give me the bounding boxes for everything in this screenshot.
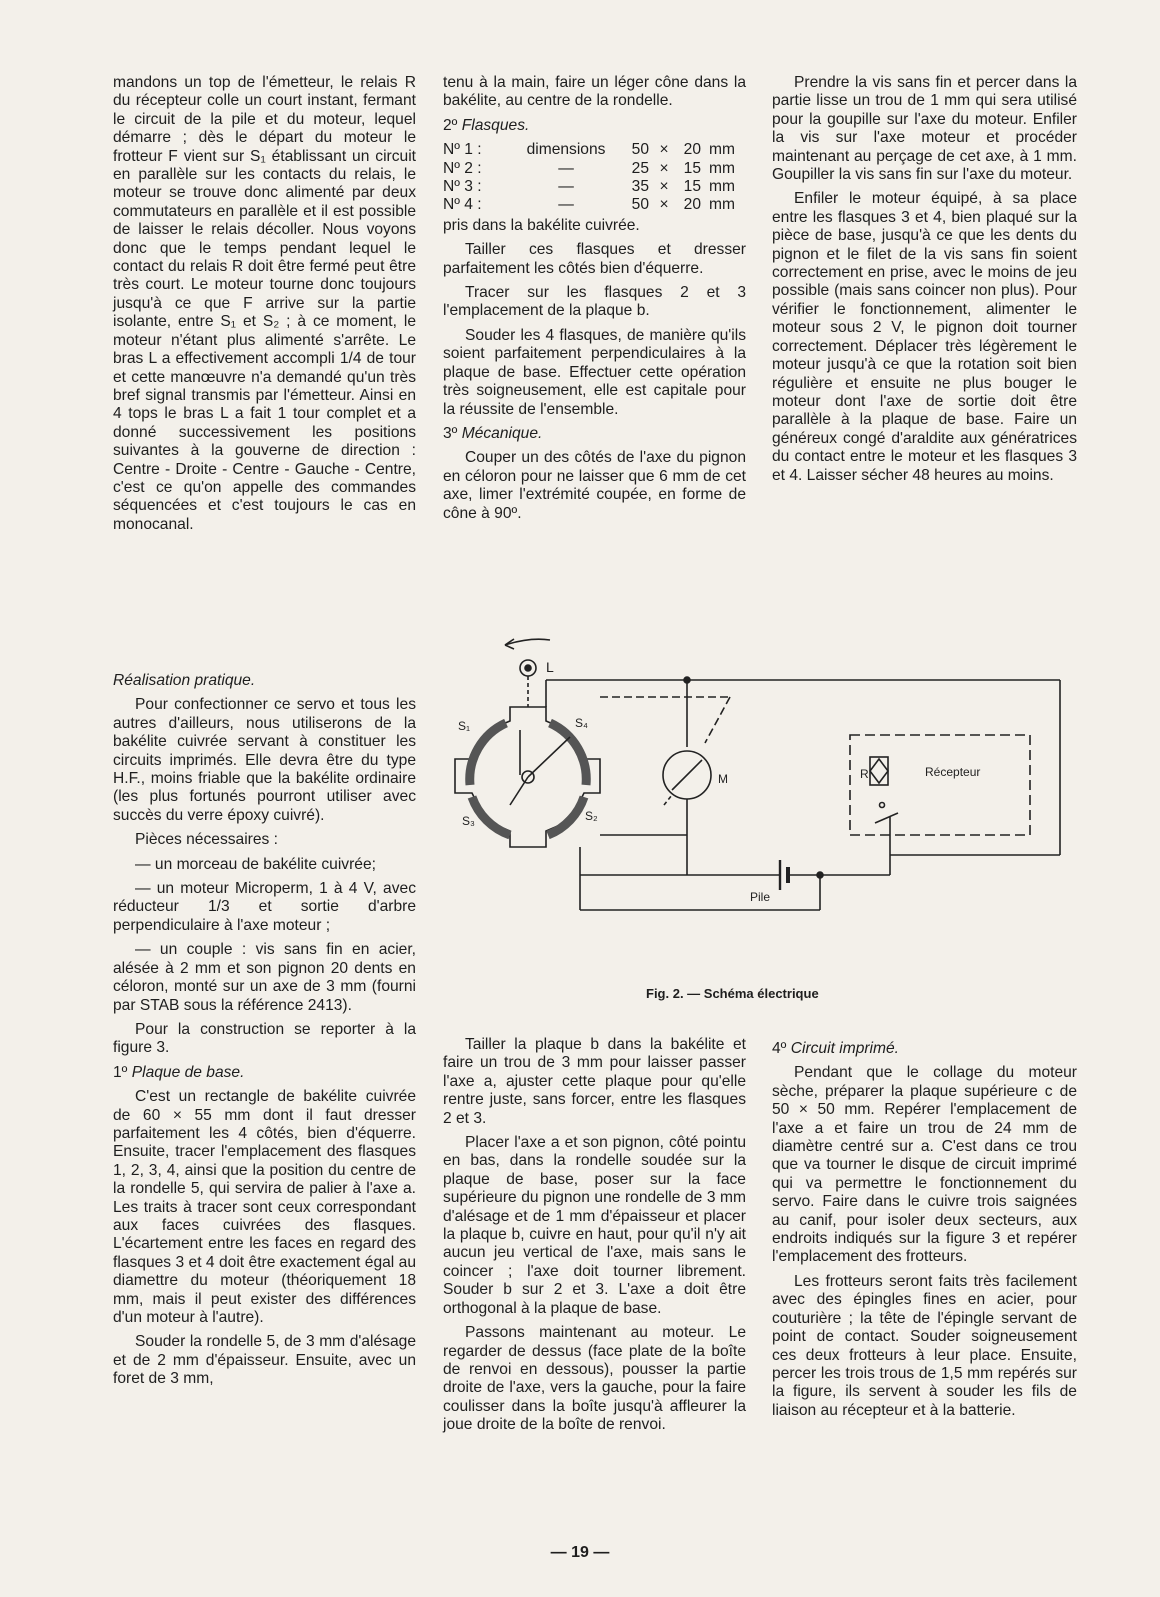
segment-S3 — [472, 797, 510, 835]
flasque-b: 15 — [683, 159, 701, 177]
heading-text: Mécanique. — [461, 424, 543, 442]
paragraph: C'est un rectangle de bakélite cuivrée de 60 × 55 mm dont il faut dresser parfaitement les 4 côtés, bien d'équerre. Ensuite, tracer l'emplacement des flasques 1, 2, 3, 4, ainsi que la position du centre de la rondelle 5, qui servira de palier à l'axe a. Les traits à tracer sont ceux correspondant aux faces cuivrées des flasques. L'écartement entre les faces en regard des flasques 3 et 4 doit être exactement égal au diamettre du moteur (théoriquement 18 mm, mais il peut exister des différences d'un moteur à l'autre). — [113, 1088, 416, 1326]
segment-S2 — [548, 797, 584, 835]
paragraph: Souder les 4 flasques, de manière qu'ils soient parfaitement perpendiculaires à la plaque de base. Effectuer cette opération très soigneusement, elle est capitale pour la réussite de l'ensemble. — [443, 326, 746, 418]
relay-coil — [870, 757, 888, 785]
paragraph: Placer l'axe a et son pignon, côté pointu en bas, dans la rondelle soudée sur la plaque de base, poser sur la face supérieure du pignon une rondelle de 3 mm d'alésage et de 1 mm d'épaisseur et placer la plaque b, cuivre en haut, pour qu'il n'y ait aucun jeu vertical de l'axe, mais sans le coincer ; l'axe doit tourner librement. Souder b sur 2 et 3. L'axe a doit être orthogonal à la plaque de base. — [443, 1134, 746, 1317]
label-recepteur: Récepteur — [925, 765, 981, 779]
paragraph: mandons un top de l'émetteur, le relais R du récepteur colle un court instant, fermant le circuit de la pile et du moteur, lequel démarre ; dès le départ du moteur le frotteur F vient sur S₁ établissant un circuit en parallèle sur les contacts du relais, le moteur se trouve donc alimenté par deux commutateurs en parallèle et il est possible de laisser le relais décoller. Nous voyons donc que le temps pendant lequel le contact du relais R doit être fermé peut être très court. Le moteur tourne donc toujours jusqu'à ce que F arrive sur la partie isolante, entre S₁ et S₂ ; à ce moment, le moteur n'étant plus alimenté s'arrête. Le bras L a effectivement accompli 1/4 de tour et cette manœuvre n'a demandé qu'un très bref signal transmis par l'émetteur. Ainsi en 4 tops le bras L a fait 1 tour complet et a donné successivement les positions suivantes à la gouverne de direction : Centre - Droite - Centre - Gauche - Centre, c'est ce qu'on appelle des commandes séquencées et c'est toujours le cas en monocanal. — [113, 74, 416, 533]
frotteur-2 — [510, 777, 528, 805]
flasque-row — [443, 141, 739, 159]
flasques-table — [443, 141, 739, 215]
electrical-schematic-diagram — [450, 635, 1090, 935]
motor-arrow — [672, 760, 702, 790]
paragraph: Pendant que le collage du moteur sèche, préparer la plaque supérieure c de 50 × 50 mm. Repérer l'emplacement de l'axe a et faire un trou de 24 mm de diamètre centré sur a. C'est dans ce trou que va tourner le disque de circuit imprimé qui va permettre le fonctionnement du servo. Faire dans le cuivre trois saignées au canif, pour isoler deux secteurs, aux endroits indiqués sur la figure 3 et repérer l'emplacement des frotteurs. — [772, 1064, 1077, 1266]
relay-contact — [880, 803, 885, 808]
flasque-u: mm — [709, 159, 735, 177]
text-column-1-continued — [113, 668, 416, 1395]
paragraph: pris dans la bakélite cuivrée. — [443, 216, 640, 234]
section-heading — [443, 117, 746, 135]
flasque-d: dimensions — [526, 141, 606, 159]
times-sign: × — [659, 141, 669, 159]
paragraph: tenu à la main, faire un léger cône dans la bakélite, au centre de la rondelle. — [443, 74, 746, 110]
wire-dash-s2 — [664, 795, 672, 805]
section-heading: Réalisation pratique. — [113, 672, 256, 689]
section-heading — [113, 1064, 416, 1082]
flasque-b: 20 — [683, 141, 701, 159]
paragraph: Prendre la vis sans fin et percer dans la partie lisse un trou de 1 mm qui sera utilisé pour la goupille sur l'axe du moteur. Enfiler la vis sur l'axe moteur et procéder maintenant au perçage de cet axe, à 1 mm. Goupiller la vis sans fin sur l'axe du moteur. — [772, 74, 1077, 184]
segment-S1 — [470, 723, 506, 785]
flasque-b: 20 — [683, 196, 701, 214]
flasque-a: 50 — [631, 196, 649, 214]
flasque-n: Nº 1 : — [443, 141, 482, 159]
section-heading — [772, 1040, 1077, 1058]
label-S1: S₁ — [458, 719, 471, 733]
frotteur-F — [528, 737, 570, 777]
paragraph: Passons maintenant au moteur. Le regarder de dessus (face plate de la boîte de renvoi en dessous), pousser la partie droite de l'axe, vers la gauche, pour la faire coulisser dans la boîte jusqu'à affleurer la joue droite de la boîte de renvoi. — [443, 1324, 746, 1434]
text-column-3 — [772, 74, 1077, 491]
flasque-b: 15 — [683, 178, 701, 196]
label-S3: S₃ — [462, 814, 475, 828]
flasque-u: mm — [709, 141, 735, 159]
text-column-2-continued — [443, 1036, 746, 1441]
paragraph: Pour confectionner ce servo et tous les autres d'ailleurs, nous utiliserons de la bakélite cuivrée servant à constituer les circuits imprimés. Elle devra être du type H.F., moins friable que la bakélite ordinaire (les plus fortunés pourront utiliser avec succès du verre époxy cuivré). — [113, 696, 416, 824]
times-sign: × — [659, 159, 669, 177]
page-number: — 19 — — [550, 1544, 610, 1561]
paragraph: Enfiler le moteur équipé, à sa place entre les flasques 3 et 4, bien plaqué sur la pièce de base, jusqu'à ce que les dents du pignon et le filet de la vis sans fin soient correctement en prise, avec le moins de jeu possible (mais sans coincer non plus). Pour vérifier le fonctionnement, alimenter le moteur sous 2 V, le pignon doit tourner correctement. Déplacer très légèrement le moteur jusqu'à ce que la rotation soit bien régulière et ensuite ne plus bouger le moteur dont l'axe de sortie doit être parallèle à la plaque de base. Faire un généreux congé d'araldite aux génératrices du contact entre le moteur et les flasques 3 et 4. Laisser sécher 48 heures au moins. — [772, 190, 1077, 484]
flasque-d: — — [558, 159, 574, 177]
flasque-n: Nº 4 : — [443, 196, 482, 214]
junction-dot — [684, 677, 690, 683]
figure-caption: Fig. 2. — Schéma électrique — [646, 986, 819, 1001]
flasque-a: 25 — [631, 159, 649, 177]
heading-text: Flasques. — [461, 116, 530, 134]
heading-number: 3º — [443, 424, 458, 442]
relay-switch — [875, 813, 898, 823]
label-M: M — [718, 772, 728, 786]
heading-number: 2º — [443, 116, 458, 134]
list-item: — un morceau de bakélite cuivrée; — [135, 855, 376, 873]
flasque-d: — — [558, 196, 574, 214]
heading-number: 1º — [113, 1063, 128, 1081]
flasque-u: mm — [709, 178, 735, 196]
paragraph: Tracer sur les flasques 2 et 3 l'emplacement de la plaque b. — [443, 284, 746, 320]
section-heading — [443, 425, 746, 443]
text-column-3-continued — [772, 1036, 1077, 1426]
relay-symbol — [870, 759, 888, 783]
list-item: — un couple : vis sans fin en acier, alésée à 2 mm et son pignon 20 dents en céloron, monté sur un axe de 3 mm (fourni par STAB sous la référence 2413). — [113, 941, 416, 1014]
paragraph: Tailler ces flasques et dresser parfaitement les côtés bien d'équerre. — [443, 241, 746, 277]
paragraph: Tailler la plaque b dans la bakélite et faire un trou de 3 mm pour laisser passer l'axe a, ajuster cette plaque pour qu'elle rentre juste, sans forcer, entre les flasques 2 et 3. — [443, 1036, 746, 1127]
paragraph: Pour la construction se reporter à la figure 3. — [113, 1020, 416, 1057]
paragraph: Souder la rondelle 5, de 3 mm d'alésage et de 2 mm d'épaisseur. Ensuite, avec un foret de 3 mm, — [113, 1333, 416, 1388]
text-column-2 — [443, 74, 746, 529]
list-item: — un moteur Microperm, 1 à 4 V, avec réducteur 1/3 et sortie d'arbre perpendiculaire à l'axe moteur ; — [113, 880, 416, 934]
pivot-dot — [525, 665, 531, 671]
label-S2: S₂ — [585, 809, 598, 823]
heading-number: 4º — [772, 1040, 787, 1057]
times-sign: × — [659, 178, 669, 196]
heading-text: Plaque de base. — [131, 1063, 245, 1081]
flasque-row — [443, 196, 739, 214]
flasque-a: 35 — [631, 178, 649, 196]
paragraph: Les frotteurs seront faits très facilement avec des épingles fines en acier, pour couturière ; la tête de l'épingle servant de point de contact. Souder soigneusement ces deux frotteurs à leur place. Ensuite, percer les trois trous de 1,5 mm repérés sur la figure, ils servent à souder les fils de liaison au récepteur et à la batterie. — [772, 1272, 1077, 1419]
label-pile: Pile — [750, 890, 771, 904]
flasque-n: Nº 2 : — [443, 159, 482, 177]
paragraph: Pièces nécessaires : — [135, 831, 279, 849]
label-L: L — [546, 659, 554, 675]
flasque-row — [443, 160, 739, 178]
paragraph: Couper un des côtés de l'axe du pignon en céloron pour ne laisser que 6 mm de cet axe, limer l'extrémité coupée, en forme de cône à 90º. — [443, 449, 746, 522]
times-sign: × — [659, 196, 669, 214]
flasque-row — [443, 178, 739, 196]
label-S4: S₄ — [575, 716, 588, 730]
heading-text: Circuit imprimé. — [790, 1040, 900, 1057]
text-column-1 — [113, 74, 416, 540]
flasque-n: Nº 3 : — [443, 178, 482, 196]
flasque-d: — — [558, 178, 574, 196]
segment-S4 — [550, 723, 586, 785]
label-R: R — [860, 767, 869, 781]
flasque-u: mm — [709, 196, 735, 214]
flasque-a: 50 — [631, 141, 649, 159]
wire-dash-diag — [705, 697, 730, 743]
